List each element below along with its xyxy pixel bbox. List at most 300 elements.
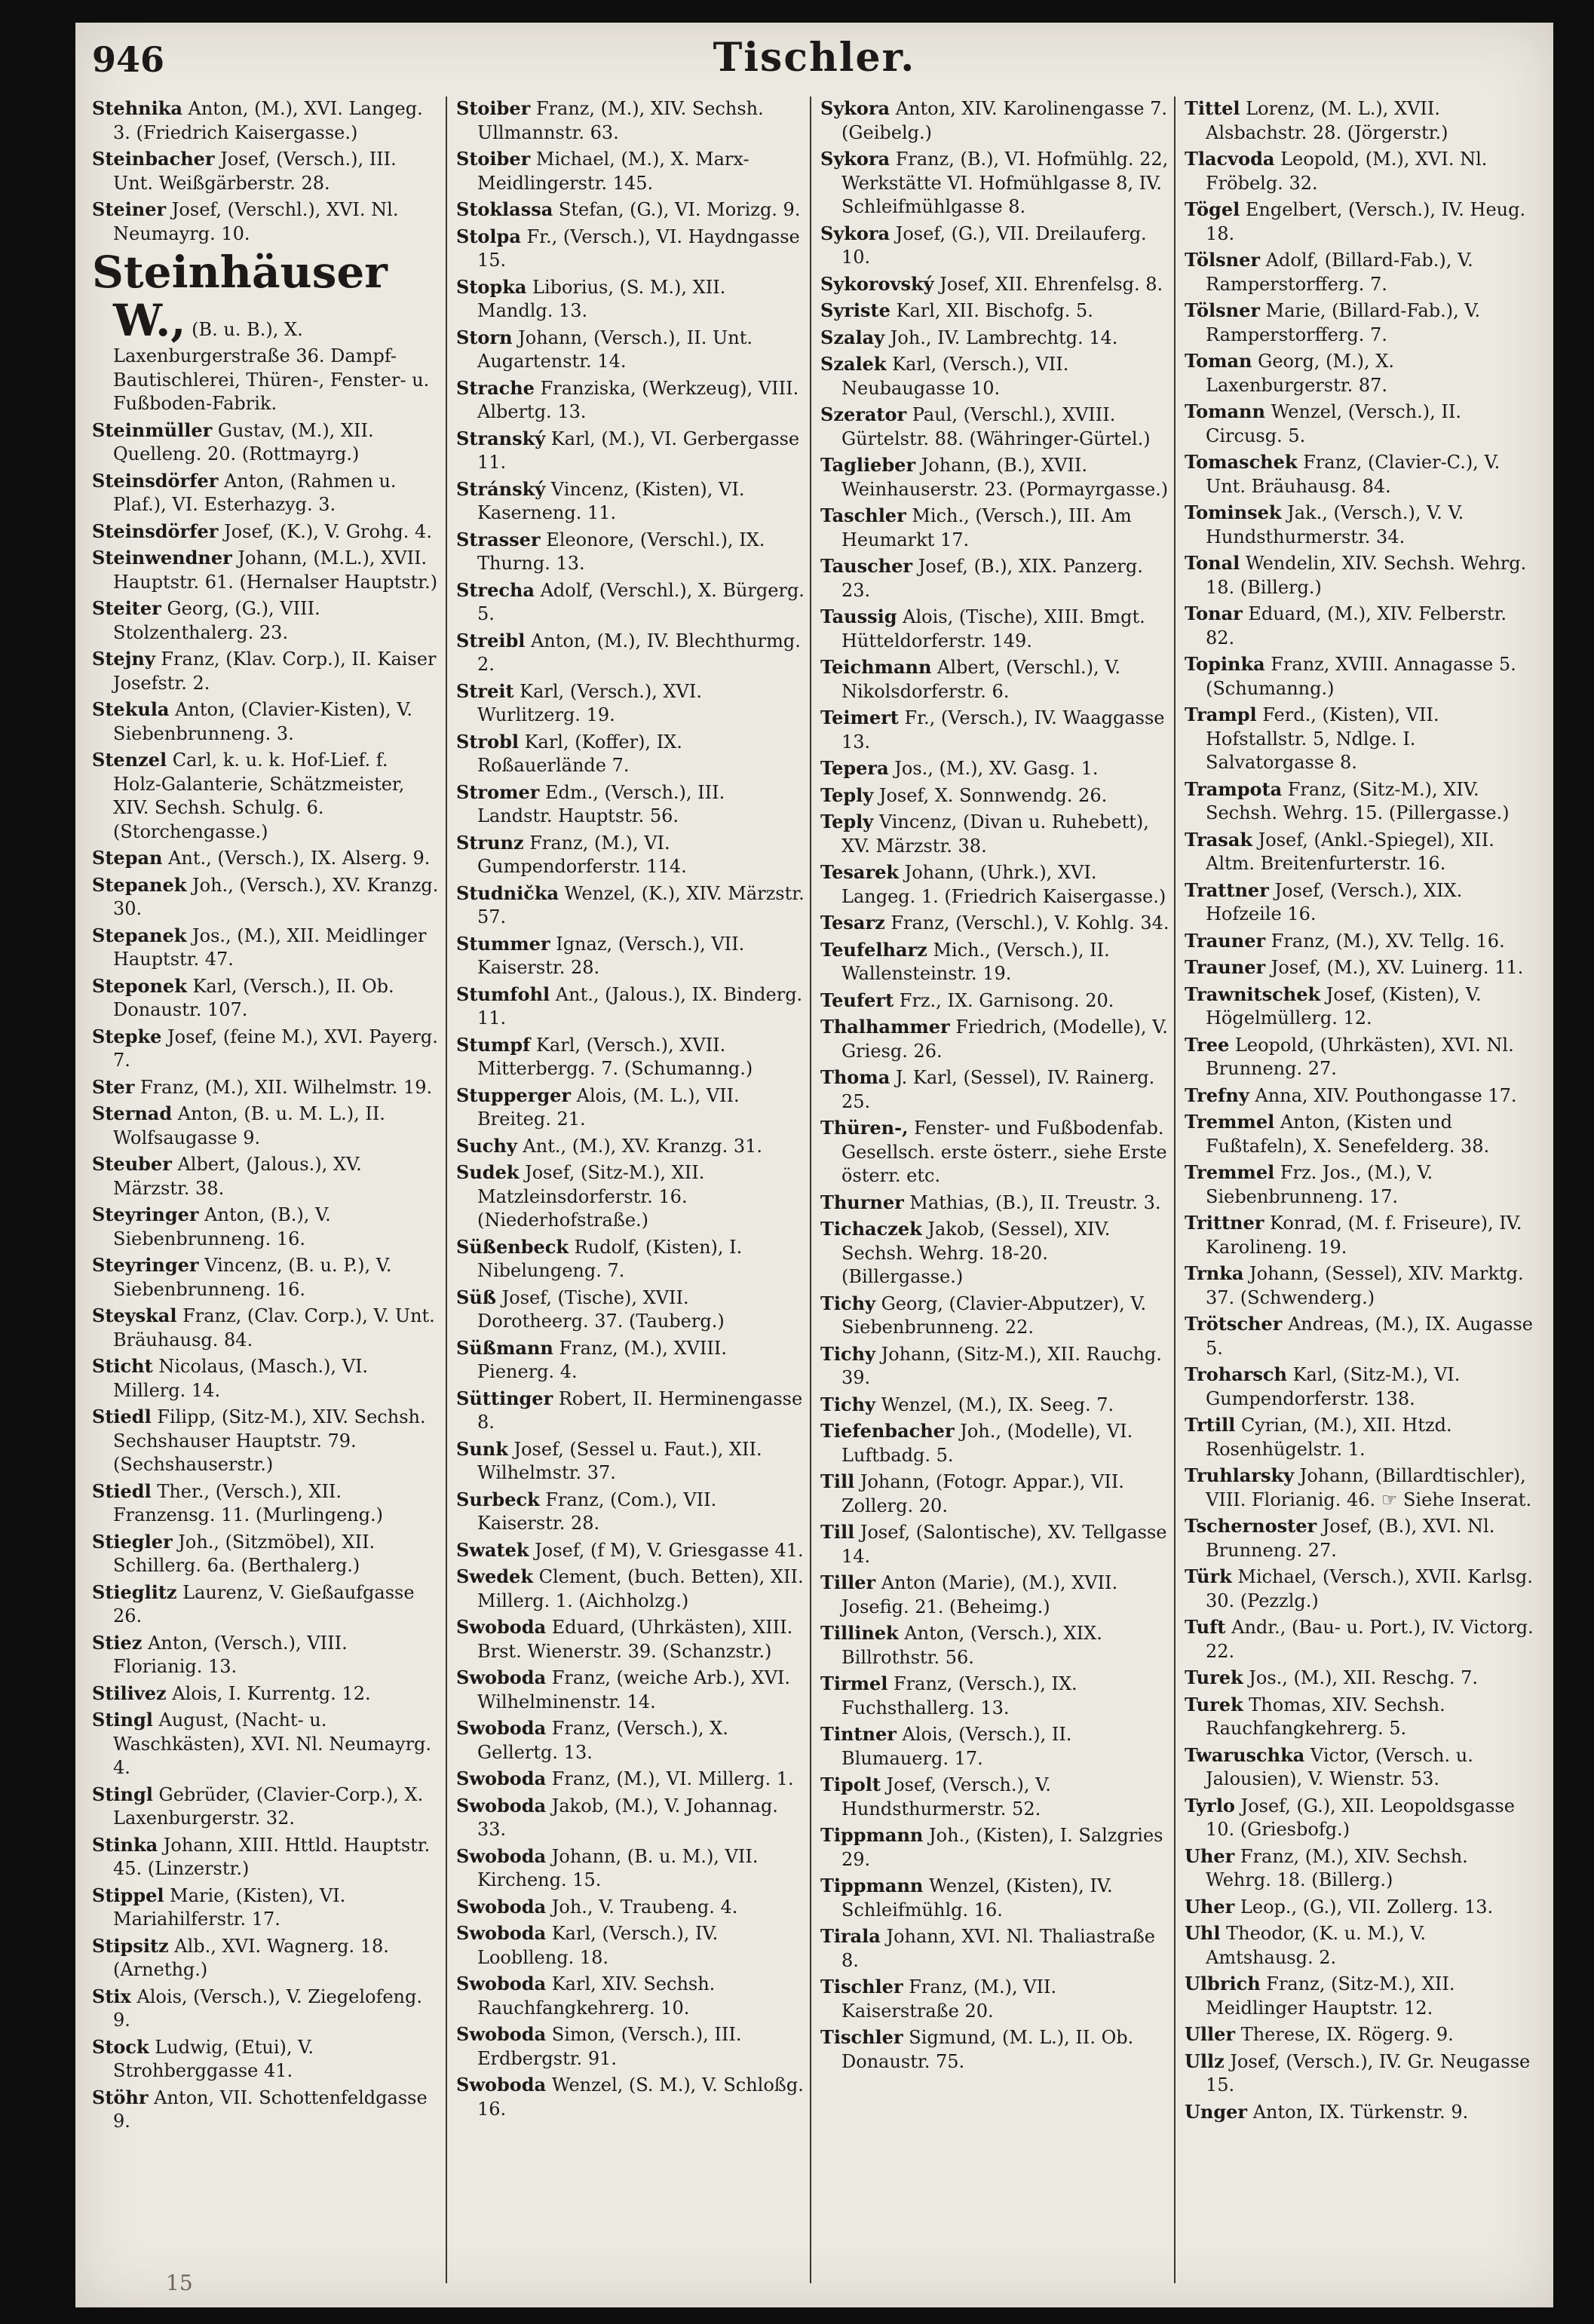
entry-name: Storn [456,326,513,348]
entry-name: Sykora [820,97,890,119]
entry-details: Jakob, (Sessel), XIV. Sechsh. Wehrg. 18-20. (Billergasse.) [841,1219,1111,1287]
entry-details: Wendelin, XIV. Sechsh. Wehrg. 18. (Billerg.) [1206,553,1527,598]
entry-name: Tesarek [820,861,899,883]
entry-name: Swoboda [456,1895,547,1918]
entry-details: Paul, (Verschl.), XVIII. Gürtelstr. 88. (Währinger-Gürtel.) [841,404,1151,449]
directory-entry [92,1682,441,1706]
column-1 [92,97,447,2283]
entry-name: Steponek [92,974,187,997]
entry-details: Franz, (Versch.), IX. Fuchsthallerg. 13. [841,1673,1077,1718]
entry-name: Steinmüller [92,419,213,441]
entry-details: Leopold, (M.), XVI. Nl. Fröbelg. 32. [1206,149,1488,194]
entry-name: Szerator [820,403,907,425]
directory-entry [92,1530,441,1578]
entry-name: Tippmann [820,1875,924,1896]
entry-name: Steuber [92,1153,172,1175]
directory-entry [92,147,441,195]
directory-entry [456,1972,805,2020]
directory-entry [92,596,441,645]
entry-details: Michael, (Versch.), XVII. Karlsg. 30. (Pezzlg.) [1206,1566,1533,1611]
entry-name: Trattner [1185,878,1269,901]
entry-details: Franz, (Sitz-M.), XII. Meidlinger Hauptstr. 12. [1206,1973,1455,2019]
directory-entry [1185,2100,1535,2125]
directory-entry [820,911,1169,936]
entry-name: Türk [1185,1565,1232,1587]
directory-entry [456,679,805,728]
entry-details: Alois, (Tische), XIII. Bmgt. Hütteldorferstr. 149. [841,606,1145,652]
directory-entry [92,1102,441,1150]
entry-details: Wenzel, (S. M.), V. Schloßg. 16. [477,2074,804,2120]
entry-name: Stejny [92,648,155,670]
entry-details: Josef, (M.), XV. Luinerg. 11. [1265,957,1524,978]
directory-entry [1185,1794,1535,1842]
directory-entry [820,272,1169,297]
directory-entry [1185,2050,1535,2098]
entry-details: Alb., XVI. Wagnerg. 18. (Arnethg.) [113,1935,389,1980]
entry-name: Tögel [1185,198,1240,220]
entry-name: Teufelharz [820,938,927,961]
directory-entry [456,1033,805,1081]
entry-details: Marie, (Billard-Fab.), V. Ramperstorfferg. 7. [1206,300,1481,345]
entry-details: Josef, (Versch.), III. Unt. Weißgärberstr. 28. [113,149,397,194]
entry-details: Carl, k. u. k. Hof-Lief. f. Holz-Galanterie, Schätzmeister, XIV. Sechsh. Schulg. 6. (Storchengasse.) [113,750,405,842]
entry-details: Josef, (Tische), XVII. Dorotheerg. 37. (Tauberg.) [477,1286,725,1332]
entry-details: Lorenz, (M. L.), XVII. Alsbachstr. 28. (Jörgerstr.) [1206,98,1448,143]
directory-entry [92,1631,441,1679]
entry-name: Turek [1185,1666,1243,1688]
entry-details: Franz, (M.), VI. Millerg. 1. [546,1768,794,1789]
entry-details: Anton, VII. Schottenfeldgasse 9. [113,2086,428,2132]
entry-details: Mich., (Versch.), III. Am Heumarkt 17. [841,505,1132,550]
entry-details: Marie, (Kisten), VI. Mariahilferstr. 17. [113,1884,346,1930]
entry-name: Thoma [820,1066,890,1088]
entry-name: Stekula [92,698,170,720]
entry-name: Tichy [820,1292,875,1314]
entry-details: Filipp, (Sitz-M.), XIV. Sechsh. Sechshauser Hauptstr. 79. (Sechshauserstr.) [113,1406,426,1475]
entry-name: Stoiber [456,97,531,119]
entry-name: Stiez [92,1631,143,1654]
directory-entry [1185,828,1535,876]
entry-name: Sticht [92,1355,153,1377]
entry-name: Thalhammer [820,1016,950,1038]
entry-details: Johann, (Sessel), XIV. Marktg. 37. (Schwenderg.) [1206,1263,1524,1308]
directory-entry [456,1084,805,1132]
entry-name: Szalek [820,353,887,375]
directory-entry [92,2035,441,2083]
directory-entry [1185,97,1535,145]
entry-name: Steyringer [92,1254,199,1276]
directory-entry [1185,878,1535,927]
entry-details: Rudolf, (Kisten), I. Nibelungeng. 7. [477,1236,743,1281]
entry-name: Steinhäuser W., [92,247,388,346]
entry-name: Tipolt [820,1774,881,1795]
entry-details: Anton, (B. u. M. L.), II. Wolfsaugasse 9. [113,1103,385,1148]
directory-entry [1185,248,1535,296]
entry-details: Frz. Jos., (M.), V. Siebenbrunneng. 17. [1206,1162,1433,1207]
entry-name: Tominsek [1185,501,1282,523]
directory-entry [820,326,1169,351]
entry-name: Swoboda [456,1768,547,1789]
entry-details: Josef, (G.), VII. Dreilauferg. 10. [841,222,1147,268]
entry-details: Eduard, (Uhrkästen), XIII. Brst. Wienerstr. 39. (Schanzstr.) [477,1617,793,1662]
entry-name: Tichy [820,1342,875,1365]
entry-details: Franz, (M.), XII. Wilhelmstr. 19. [134,1076,433,1098]
entry-details: August, (Nacht- u. Waschkästen), XVI. Nl. Neumayrg. 4. [113,1709,432,1778]
directory-entry [820,1874,1169,1922]
page-title: Tischler. [713,35,916,81]
entry-name: Stilivez [92,1682,167,1704]
entry-name: Sykora [820,222,890,244]
directory-entry [820,403,1169,451]
entry-details: Wenzel, (K.), XIV. Märzstr. 57. [477,882,805,927]
entry-name: Tauscher [820,555,913,577]
directory-entry [92,419,441,467]
directory-entry [1185,1666,1535,1691]
directory-entry [92,1304,441,1352]
directory-entry [820,1520,1169,1568]
entry-details: Clement, (buch. Betten), XII. Millerg. 1. (Aichholzg.) [477,1566,804,1611]
directory-entry [92,1405,441,1477]
entry-details: Vincenz, (Divan u. Ruhebett), XV. Märzstr. 38. [841,811,1149,857]
directory-entry [820,706,1169,754]
entry-name: Tillinek [820,1622,899,1644]
entry-name: Stiegler [92,1530,173,1553]
entry-name: Tonal [1185,552,1240,574]
column-4 [1185,97,1540,2283]
directory-entry [820,504,1169,552]
entry-name: Teichmann [820,656,932,678]
directory-entry [820,783,1169,808]
entry-name: Steiner [92,198,167,220]
entry-details: Karl, (M.), VI. Gerbergasse 11. [477,428,800,473]
entry-details: Anton, (Clavier-Kisten), V. Siebenbrunneng. 3. [113,699,413,744]
directory-entry [820,1470,1169,1518]
directory-entry [92,1354,441,1403]
entry-details: Josef, (Versch.), V. Hundsthurmerstr. 52. [841,1774,1051,1820]
directory-page [75,23,1553,2307]
directory-entry [456,1921,805,1970]
entry-details: Johann, (M.L.), XVII. Hauptstr. 61. (Hernalser Hauptstr.) [113,547,438,593]
entry-name: Süttinger [456,1387,553,1409]
entry-name: Tonar [1185,602,1243,624]
entry-details: Alois, I. Kurrentg. 12. [166,1682,371,1704]
entry-name: Stepanek [92,924,187,946]
entry-details: Leopold, (Uhrkästen), XVI. Nl. Brunneng. 27. [1206,1034,1514,1079]
directory-entry [820,1621,1169,1669]
page-number: 946 [92,39,165,80]
entry-details: Josef, (feine M.), XVI. Payerg. 7. [113,1026,438,1071]
entry-details: Anton, (Rahmen u. Plaf.), VI. Esterhazyg. 3. [113,470,397,515]
entry-details: Joh., (Versch.), XV. Kranzg. 30. [113,874,439,919]
entry-name: Teimert [820,707,899,728]
directory-entry [1185,198,1535,246]
entry-name: Uher [1185,1844,1235,1867]
directory-entry [456,2073,805,2121]
entry-details: Josef, X. Sonnwendg. 26. [873,784,1108,806]
entry-details: Fr., (Versch.), IV. Waaggasse 13. [841,707,1165,753]
directory-entry [1185,602,1535,650]
directory-entry [456,932,805,980]
directory-entry [456,477,805,526]
directory-entry [1185,1084,1535,1108]
entry-details: Franz, (M.), VI. Gumpendorferstr. 114. [477,832,687,877]
directory-entry [456,881,805,930]
directory-entry [1185,1464,1535,1512]
column-2 [456,97,811,2283]
entry-name: Stenzel [92,749,167,771]
entry-details: Jak., (Versch.), V. V. Hundsthurmerstr. 34. [1206,502,1464,547]
directory-entry [820,147,1169,219]
directory-entry [92,198,441,246]
entry-name: Till [820,1521,855,1543]
entry-name: Teply [820,783,874,806]
entry-details: Franz, (Klav. Corp.), II. Kaiser Josefstr. 2. [113,648,437,694]
entry-name: Tomaschek [1185,451,1298,473]
entry-name: Trefny [1185,1084,1249,1106]
entry-name: Swoboda [456,1973,547,1994]
column-3 [820,97,1176,2283]
entry-name: Trittner [1185,1212,1264,1234]
entry-details: Anna, XIV. Pouthongasse 17. [1249,1084,1517,1106]
directory-entry [456,1716,805,1764]
entry-details: Friedrich, (Modelle), V. Griesg. 26. [841,1016,1168,1062]
entry-details: Georg, (M.), X. Laxenburgerstr. 87. [1206,351,1394,396]
entry-details: Ferd., (Kisten), VII. Hofstallstr. 5, Ndlge. I. Salvatorgasse 8. [1206,704,1439,773]
entry-name: Strobl [456,730,519,753]
entry-name: Till [820,1470,855,1492]
directory-entry [92,1152,441,1200]
entry-name: Tomann [1185,400,1265,422]
entry-name: Tirmel [820,1672,888,1694]
entry-name: Tlacvoda [1185,148,1275,170]
directory-entry [820,453,1169,501]
directory-entry [1185,501,1535,549]
entry-name: Stix [92,1985,131,2007]
directory-entry [456,1565,805,1613]
entry-details: Mathias, (B.), II. Treustr. 3. [903,1191,1161,1213]
entry-name: Stehnika [92,97,182,119]
directory-entry [1185,1972,1535,2020]
entry-name: Tremmel [1185,1161,1275,1183]
entry-name: Swoboda [456,1616,547,1638]
entry-details: Franz, (Verschl.), V. Kohlg. 34. [884,912,1169,934]
entry-details: Josef, XII. Ehrenfelsg. 8. [933,273,1163,295]
entry-name: Stinka [92,1833,158,1856]
entry-details: Josef, (Ankl.-Spiegel), XII. Altm. Breitenfurterstr. 16. [1206,829,1494,874]
entry-details: Fr., (Versch.), VI. Haydngasse 15. [477,225,800,271]
entry-details: Ther., (Versch.), XII. Franzensg. 11. (Murlingeng.) [113,1480,383,1525]
directory-entry [456,1844,805,1893]
entry-name: Thurner [820,1191,904,1213]
directory-entry [92,2086,441,2134]
entry-name: Sternad [92,1102,173,1124]
directory-entry [820,989,1169,1013]
entry-details: Karl, (Versch.), II. Ob. Donaustr. 107. [113,975,394,1020]
entry-name: Ulbrich [1185,1973,1261,1994]
entry-details: Engelbert, (Versch.), IV. Heug. 18. [1206,199,1526,244]
entry-name: Stepanek [92,873,187,896]
directory-entry [1185,1312,1535,1360]
entry-details: Josef, (B.), XIX. Panzerg. 23. [841,556,1143,601]
entry-details: Ant., (Versch.), IX. Alserg. 9. [162,848,431,869]
entry-name: Tölsner [1185,249,1261,271]
entry-name: Tischler [820,2026,903,2048]
entry-name: Taschler [820,504,906,526]
entry-name: Süßenbeck [456,1235,569,1258]
entry-details: Josef, (B.), XVI. Nl. Brunneng. 27. [1206,1516,1495,1561]
entry-name: Tiller [820,1571,876,1593]
entry-name: Sunk [456,1437,508,1460]
entry-details: Josef, (Verschl.), XVI. Nl. Neumayrg. 10. [113,199,399,244]
entry-details: Jos., (M.), XII. Meidlinger Hauptstr. 47. [113,924,427,970]
directory-entry [92,1783,441,1831]
directory-entry [92,1253,441,1302]
directory-entry [1185,1743,1535,1792]
directory-entry [1185,450,1535,498]
directory-entry [1185,1110,1535,1158]
entry-name: Swoboda [456,1844,547,1867]
entry-details: Anton, (B.), V. Siebenbrunneng. 16. [113,1204,331,1249]
directory-entry [456,1767,805,1792]
entry-details: Anton, XIV. Karolinengasse 7. (Geibelg.) [841,98,1167,143]
directory-entry [456,275,805,323]
directory-entry [456,97,805,145]
entry-details: Franz, (M.), VII. Kaiserstraße 20. [841,1976,1057,2022]
directory-entry [1185,1921,1535,1970]
directory-entry [92,1985,441,2033]
entry-details: Georg, (G.), VIII. Stolzenthalerg. 23. [113,598,320,643]
entry-details: Anton, (Kisten und Fußtafeln), X. Senefelderg. 38. [1206,1111,1490,1157]
directory-entry [92,1708,441,1780]
entry-name: Tittel [1185,97,1240,119]
directory-entry [1185,1262,1535,1310]
entry-name: Stumpf [456,1033,531,1056]
directory-entry [1185,1693,1535,1741]
directory-entry [820,756,1169,781]
entry-name: Tepera [820,757,889,779]
directory-entry [456,1336,805,1384]
directory-entry [456,198,805,222]
entry-name: Stiedl [92,1406,152,1427]
entry-details: Karl, (Sitz-M.), VI. Gumpendorferstr. 138. [1206,1364,1461,1409]
directory-entry [456,1666,805,1714]
directory-entry [820,810,1169,858]
directory-entry [456,1488,805,1536]
directory-entry [820,1065,1169,1114]
directory-entry [1185,983,1535,1031]
entry-name: Stiedl [92,1479,152,1502]
entry-name: Uller [1185,2023,1236,2045]
entry-name: Uhl [1185,1922,1221,1944]
entry-name: Trasak [1185,828,1252,851]
entry-name: Toman [1185,350,1252,372]
entry-name: Stoiber [456,148,531,170]
entry-name: Teufert [820,989,894,1011]
entry-details: Karl, XIV. Sechsh. Rauchfangkehrerg. 10. [477,1973,716,2019]
entry-details: Johann, (Sitz-M.), XII. Rauchg. 39. [841,1343,1162,1388]
entry-name: Trauner [1185,929,1266,952]
entry-details: Georg, (Clavier-Abputzer), V. Siebenbrunneng. 22. [841,1292,1147,1338]
entry-details: Franziska, (Werkzeug), VIII. Albertg. 13. [477,377,799,422]
directory-entry [92,924,441,972]
entry-name: Tesarz [820,912,885,934]
directory-entry [820,222,1169,270]
directory-entry [820,2025,1169,2074]
entry-details: Albert, (Jalous.), XV. Märzstr. 38. [113,1154,362,1199]
directory-entry [456,1437,805,1485]
entry-name: Stupperger [456,1084,572,1106]
entry-details: Andr., (Bau- u. Port.), IV. Victorg. 22. [1206,1617,1534,1662]
entry-name: Tuft [1185,1616,1226,1638]
directory-entry [92,846,441,871]
directory-entry [1185,777,1535,826]
entry-details: Ludwig, (Etui), V. Strohberggasse 41. [113,2036,314,2081]
entry-details: Joh., IV. Lambrechtg. 14. [884,327,1118,348]
entry-details: Franz, (Versch.), X. Gellertg. 13. [477,1718,728,1763]
entry-name: Stingl [92,1709,153,1731]
entry-details: Franz, (M.), XV. Tellg. 16. [1265,930,1505,952]
entry-details: Franz, (M.), XIV. Sechsh. Ullmannstr. 63. [477,98,764,143]
directory-entry [92,748,441,844]
entry-details: Robert, II. Herminengasse 8. [477,1387,803,1433]
directory-entry [820,1217,1169,1289]
entry-name: Syriste [820,299,890,321]
entry-name: Trötscher [1185,1313,1283,1335]
entry-name: Stromer [456,780,540,803]
entry-name: Stingl [92,1783,153,1805]
entry-name: Steyringer [92,1203,199,1225]
entry-name: Swoboda [456,1666,547,1688]
entry-name: Trauner [1185,956,1266,978]
entry-details: Joh., (Kisten), I. Salzgries 29. [841,1825,1163,1870]
entry-details: Karl, (Versch.), VII. Neubaugasse 10. [841,354,1069,399]
entry-name: Steiter [92,597,161,619]
directory-entry [1185,1211,1535,1259]
directory-entry [1185,349,1535,397]
entry-name: Stranský [456,427,546,449]
entry-details: Johann, XVI. Nl. Thaliastraße 8. [841,1926,1155,1971]
entry-name: Steinsdörfer [92,520,219,542]
entry-name: Steinbacher [92,148,215,170]
directory-entry [456,1615,805,1663]
entry-name: Tischler [820,1976,903,1997]
entry-details: Karl, XII. Bischofg. 5. [890,300,1093,321]
entry-name: Trampota [1185,777,1283,800]
directory-entry [92,520,441,544]
entry-name: Swoboda [456,2023,547,2045]
directory-entry [456,1387,805,1435]
entry-details: Joh., V. Traubeng. 4. [546,1896,738,1918]
directory-entry [1185,1514,1535,1562]
entry-details: Nicolaus, (Masch.), VI. Millerg. 14. [113,1356,369,1401]
directory-entry [820,1823,1169,1872]
entry-details: Josef, (Sitz-M.), XII. Matzleinsdorferstr. 16. (Niederhofstraße.) [477,1162,705,1231]
entry-details: Joh., (Modelle), VI. Luftbadg. 5. [841,1421,1133,1466]
directory-entry [456,1235,805,1283]
entry-details: Josef, (Kisten), V. Högelmüllerg. 12. [1206,983,1482,1029]
entry-name: Stummer [456,932,550,955]
entry-name: Troharsch [1185,1363,1287,1385]
directory-entry [820,1672,1169,1720]
entry-details: Anton (Marie), (M.), XVII. Josefig. 21. (Beheimg.) [841,1572,1118,1617]
entry-name: Strache [456,376,535,399]
directory-entry [92,1203,441,1251]
directory-entry [456,1286,805,1334]
entry-name: Tichy [820,1393,875,1415]
entry-name: Steinsdörfer [92,469,219,492]
entry-details: Edm., (Versch.), III. Landstr. Hauptstr. 56. [477,781,725,826]
directory-entry [456,1134,805,1159]
